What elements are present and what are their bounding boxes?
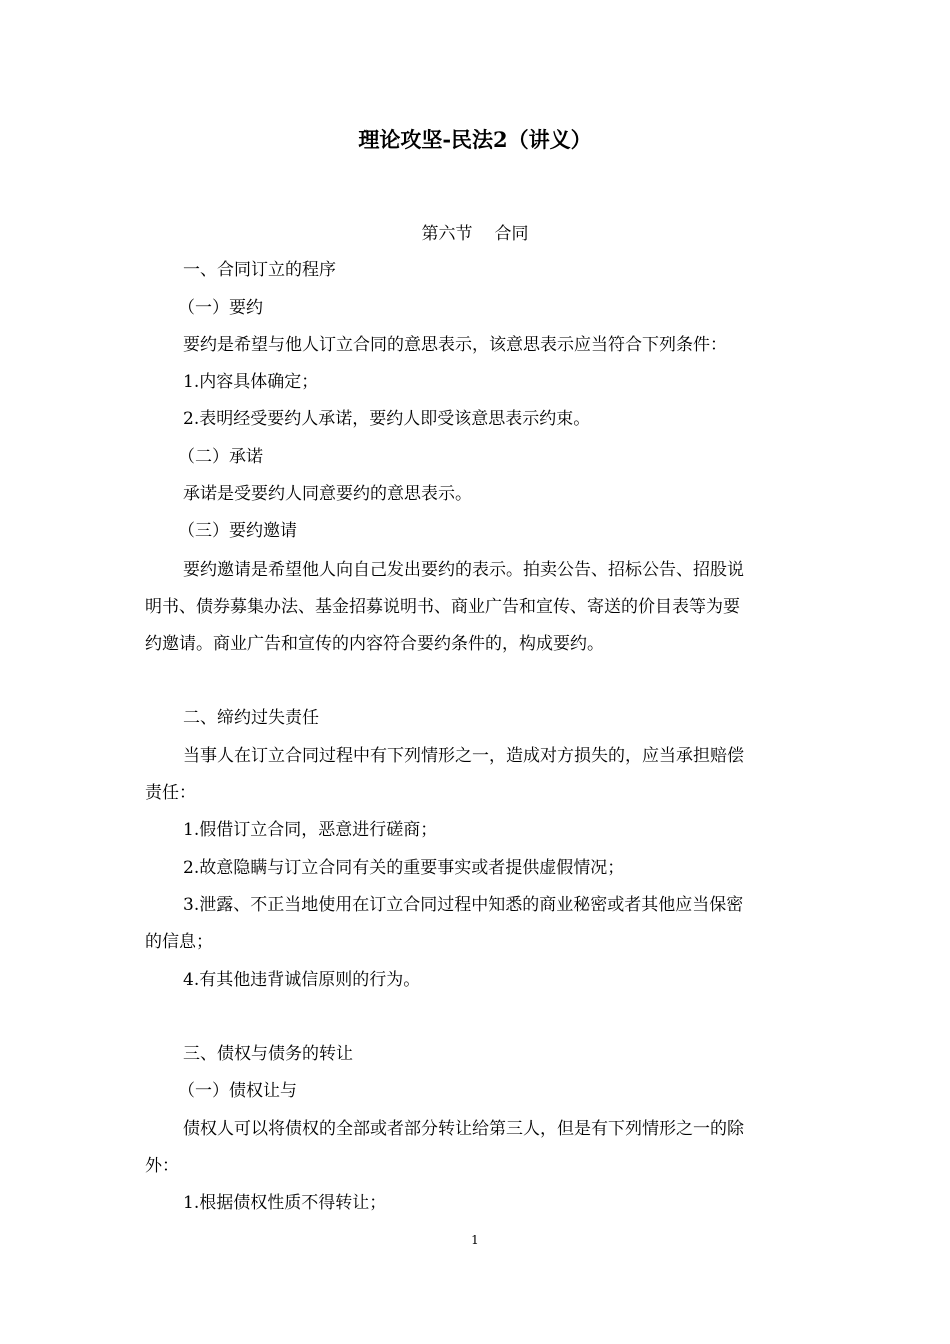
subheading-offer: （一）要约 <box>178 298 263 318</box>
list-item: 3.泄露、不正当地使用在订立合同过程中知悉的商业秘密或者其他应当保密 <box>183 895 744 915</box>
section-number: 第六节 <box>421 224 473 244</box>
heading-2: 二、缔约过失责任 <box>183 708 319 728</box>
document-title: 理论攻坚-民法2（讲义） <box>358 127 592 152</box>
list-item: 1.内容具体确定； <box>183 372 319 392</box>
list-item: 1.假借订立合同，恶意进行磋商； <box>183 820 438 840</box>
paragraph-line: 承诺是受要约人同意要约的意思表示。 <box>183 484 472 504</box>
paragraph-line: 约邀请。商业广告和宣传的内容符合要约条件的，构成要约。 <box>145 634 604 654</box>
paragraph-line: 当事人在订立合同过程中有下列情形之一，造成对方损失的，应当承担赔偿 <box>183 746 744 766</box>
paragraph-line: 的信息； <box>145 932 213 952</box>
heading-1: 一、合同订立的程序 <box>183 260 336 280</box>
section-heading <box>0 220 950 248</box>
subheading-assignment: （一）债权让与 <box>178 1081 297 1101</box>
heading-3: 三、债权与债务的转让 <box>183 1044 353 1064</box>
list-item: 2.故意隐瞒与订立合同有关的重要事实或者提供虚假情况； <box>183 858 625 878</box>
subheading-acceptance: （二）承诺 <box>178 447 263 467</box>
paragraph-line: 明书、债券募集办法、基金招募说明书、商业广告和宣传、寄送的价目表等为要 <box>145 597 740 617</box>
list-item: 1.根据债权性质不得转让； <box>183 1193 387 1213</box>
list-item: 2.表明经受要约人承诺，要约人即受该意思表示约束。 <box>183 409 591 429</box>
paragraph-line: 外： <box>145 1156 179 1176</box>
section-name: 合同 <box>494 224 529 244</box>
paragraph-line: 要约是希望与他人订立合同的意思表示，该意思表示应当符合下列条件： <box>183 335 727 355</box>
paragraph-line: 要约邀请是希望他人向自己发出要约的表示。拍卖公告、招标公告、招股说 <box>183 560 744 580</box>
page-number: 1 <box>471 1233 479 1247</box>
subheading-invitation: （三）要约邀请 <box>178 521 297 541</box>
paragraph-line: 责任： <box>145 783 196 803</box>
list-item: 4.有其他违背诚信原则的行为。 <box>183 970 421 990</box>
paragraph-line: 债权人可以将债权的全部或者部分转让给第三人，但是有下列情形之一的除 <box>183 1119 744 1139</box>
